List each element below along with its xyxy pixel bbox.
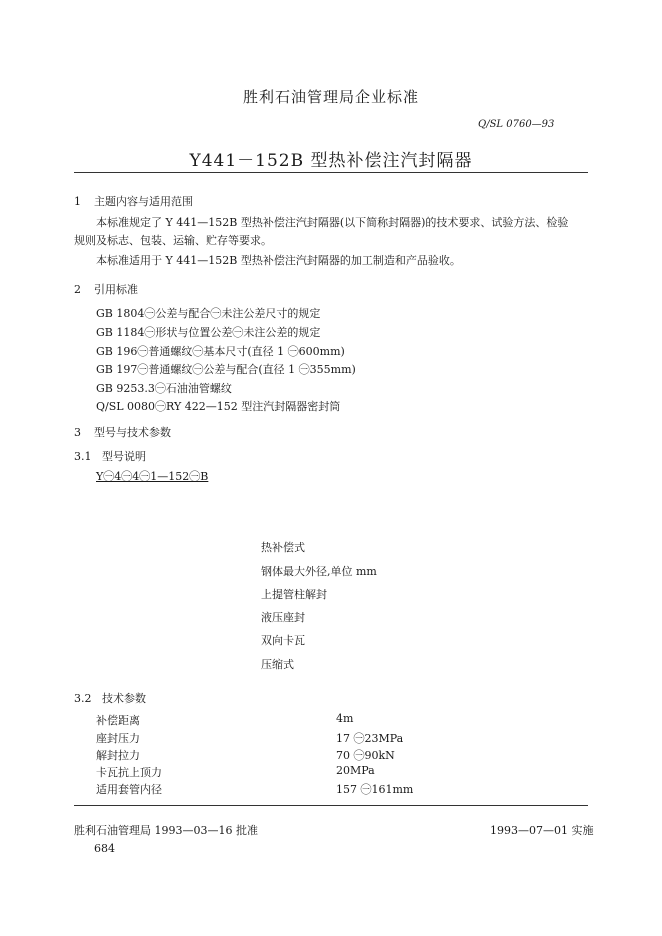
section-2-number: 2 xyxy=(74,283,81,296)
param-value: 70 ㊀90kN xyxy=(336,749,395,762)
param-label: 适用套管内径 xyxy=(96,783,162,796)
reference-item: GB 196㊀普通螺纹㊀基本尺寸(直径 1 ㊀600mm) xyxy=(96,345,345,358)
section-3-2-number: 3.2 xyxy=(74,692,92,705)
section-3-1-title: 型号说明 xyxy=(102,450,146,463)
section-3-1-number: 3.1 xyxy=(74,450,92,463)
reference-item: GB 197㊀普通螺纹㊀公差与配合(直径 1 ㊀355mm) xyxy=(96,363,356,376)
section-3-1-heading xyxy=(74,448,146,464)
model-code: Y㊀4㊀4㊀1—152㊀B xyxy=(96,470,209,483)
organization-title: 胜利石油管理局企业标准 xyxy=(242,88,419,106)
section-1-para-2: 本标准适用于 Y 441—152B 型热补偿注汽封隔器的加工制造和产品验收。 xyxy=(96,254,461,267)
model-legend-item: 钢体最大外径,单位 mm xyxy=(261,565,377,578)
reference-item: GB 1804㊀公差与配合㊀未注公差尺寸的规定 xyxy=(96,307,321,320)
section-3-2-title: 技术参数 xyxy=(102,692,146,705)
page-number: 684 xyxy=(94,842,115,855)
section-1-para-1-line-2: 规则及标志、包装、运输、贮存等要求。 xyxy=(74,234,272,247)
param-label: 解封拉力 xyxy=(96,749,140,762)
section-3-title: 型号与技术参数 xyxy=(94,426,171,439)
approval-date: 胜利石油管理局 1993—03—16 批准 xyxy=(74,824,258,837)
section-2-heading xyxy=(74,281,138,297)
param-value: 157 ㊀161mm xyxy=(336,783,414,796)
model-legend-item: 液压座封 xyxy=(261,611,305,624)
param-value: 20MPa xyxy=(336,764,375,777)
reference-item: Q/SL 0080㊀RY 422—152 型注汽封隔器密封筒 xyxy=(96,400,341,413)
model-legend-item: 热补偿式 xyxy=(261,541,305,554)
header-divider xyxy=(74,172,588,173)
section-3-heading xyxy=(74,424,171,440)
param-label: 补偿距离 xyxy=(96,714,140,727)
param-value: 17 ㊀23MPa xyxy=(336,732,404,745)
standard-code: Q/SL 0760—93 xyxy=(478,119,555,130)
reference-item: GB 9253.3㊀石油油管螺纹 xyxy=(96,382,232,395)
section-3-number: 3 xyxy=(74,426,81,439)
section-2-title: 引用标准 xyxy=(94,283,138,296)
param-label: 座封压力 xyxy=(96,732,140,745)
model-legend-item: 压缩式 xyxy=(261,658,294,671)
model-legend-item: 上提管柱解封 xyxy=(261,588,327,601)
section-1-heading xyxy=(74,193,193,209)
document-title: Y441－152B 型热补偿注汽封隔器 xyxy=(189,151,473,171)
model-legend-item: 双向卡瓦 xyxy=(261,634,305,647)
implementation-date: 1993—07—01 实施 xyxy=(490,824,594,837)
param-value: 4m xyxy=(336,712,354,725)
section-1-para-1-line-1: 本标准规定了 Y 441—152B 型热补偿注汽封隔器(以下简称封隔器)的技术要求、试验方法、检验 xyxy=(96,216,569,229)
footer-divider xyxy=(74,805,588,806)
section-1-title: 主题内容与适用范围 xyxy=(94,195,193,208)
section-3-2-heading xyxy=(74,690,146,706)
param-label: 卡瓦抗上顶力 xyxy=(96,766,162,779)
section-1-number: 1 xyxy=(74,195,81,208)
reference-item: GB 1184㊀形状与位置公差㊀未注公差的规定 xyxy=(96,326,321,339)
